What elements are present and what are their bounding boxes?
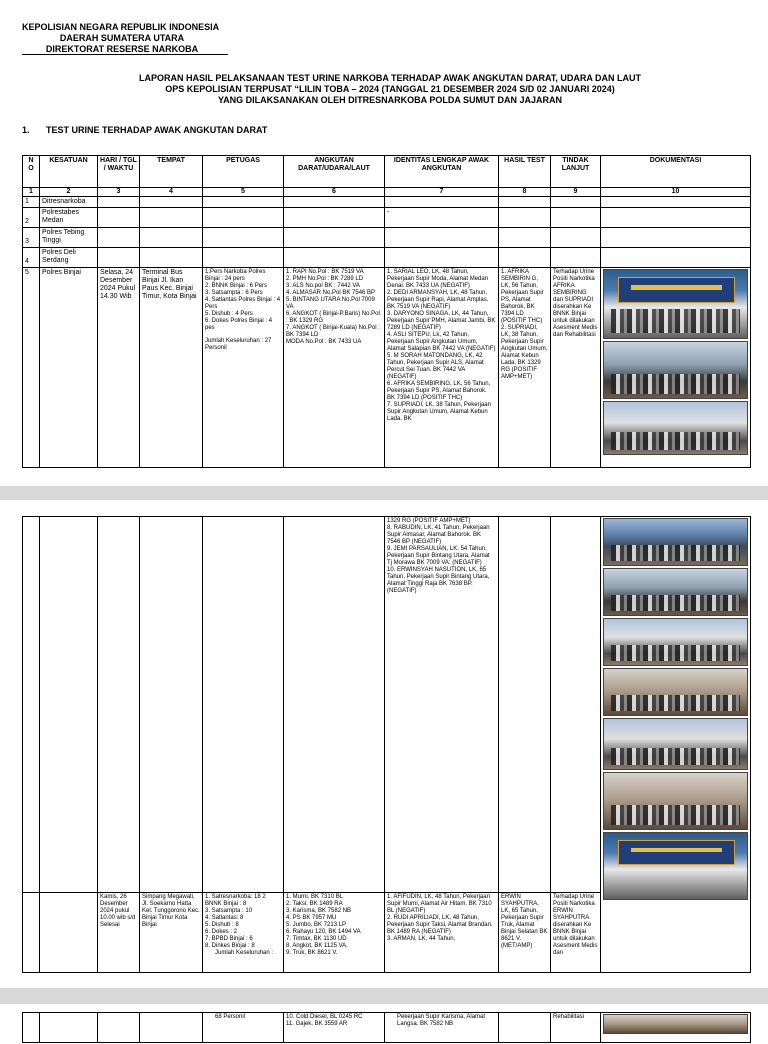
table-row [23, 268, 751, 468]
row-dokumentasi [601, 1013, 751, 1043]
angkutan-item: 7. ANGKOT ( Binjai-Kuala) No.Pol : BK 7394 LD [286, 325, 380, 338]
report-page-1 [0, 0, 768, 486]
row-waktu: Selasa, 24 Desember 2024 Pukul 14.30 Wib [98, 268, 140, 468]
row-angkutan [284, 268, 385, 468]
identitas-item: 6. AFRIKA SEMBIRING, LK, 56 Tahun, Pekerjaan Supir PS, Alamat Bahorok. BK 7394 LD (POSITIF THC) [387, 381, 491, 401]
row-tindak: Terhadap Urine Positi Narkotika AFRIKA SEMBIRING dan SUPRIADI diserahkan Ke BNNK Binjai untuk dilakukan Asesment Medis dan Rehabilitasi [551, 268, 601, 468]
row-kesatuan: Polres Deli Serdang [40, 248, 98, 268]
angkutan-item: 10. Cold Diesel, BL 0245 RC [286, 1014, 363, 1020]
col-number: 2 [40, 188, 98, 197]
col-number: 5 [203, 188, 284, 197]
petugas-item: 8. Dinkes Binjai : 8 [205, 943, 255, 949]
col-number: 10 [601, 188, 751, 197]
table-row [23, 197, 751, 208]
documentation-photo [603, 772, 748, 830]
hasil-item: 1. AFRIKA SEMBIRIN G, LK, 56 Tahun, Pekerjaan Supir PS, Alamat Bahorok. BK 7394 LD (POSITIF THC) [501, 269, 544, 324]
angkutan-item: 3. ALS No.pol BK : 7442 VA [286, 283, 360, 289]
row-tempat: Terminal Bus Binjai Jl. Ikan Paus Kec. Binjai Timur, Kota Binjai [140, 268, 203, 468]
col-number: 6 [284, 188, 385, 197]
petugas-item: 5. Dishub : 4 Pers [205, 311, 253, 317]
col-number: 8 [499, 188, 551, 197]
petugas-item: 4. Satlantas: 8 [205, 915, 244, 921]
angkutan-item: 2. PMH No.Pol : BK 7289 LD [286, 276, 364, 282]
row-kesatuan: Polres Tebing Tinggi [40, 228, 98, 248]
row-no: 2 [23, 208, 40, 228]
institution-line-3: DIREKTORAT RESERSE NARKOBA [45, 44, 199, 54]
row-tempat: Simpang Megawati, Jl. Soekarno Hatta Kel. Tunggorono Kec. Binjai Timur Kota Binjai [140, 893, 203, 973]
row-identitas [385, 893, 499, 973]
row-angkutan [284, 893, 385, 973]
identitas-item: 9. JEMI PARSAULIAN, LK, 54 Tahun, Pekerjaan Supir Bintang Utara, Alamat Tj Morawa BK 7009 VA: (NEGATIF) [387, 546, 490, 566]
petugas-item: 3. Satsampta : 6 Pers [205, 290, 263, 296]
identitas-item: 8. RABUDIN, LK, 41 Tahun, Pekerjaan Supir Almasar, Alamat Bahorok. BK 7546 BP (NEGATIF) [387, 525, 490, 545]
angkutan-item: 4. PS BK 7957 MU [286, 915, 337, 921]
table-row [23, 1013, 751, 1043]
angkutan-item: 6. Rahayu 120, BK 1494 VA [286, 929, 361, 935]
row-tindak: Terhadap Urine Positi Narkotika ERWIN SYAHPUTRA diserahkan Ke BNNK Binjai untuk dilakukan Asesment Medis dan [551, 893, 601, 973]
documentation-photo [603, 1014, 748, 1034]
identitas-item: 7. SUPRIADI, LK, 38 Tahun, Pekerjaan Supir Angkutan Umum, Alamat Kebun Lada. BK [387, 402, 491, 422]
header-underline [22, 54, 228, 55]
petugas-total: Jumlah Keseluruhan : 27 Personil [205, 338, 272, 351]
petugas-item: 4. Satlantas Polres Binjai : 4 Pers [205, 297, 281, 310]
column-number-row [23, 188, 751, 197]
row-petugas: 68 Personil [203, 1013, 284, 1043]
angkutan-item: MODA No.Pol : BK 7433 UA [286, 339, 362, 345]
row-no: 3 [23, 228, 40, 248]
row-no: 4 [23, 248, 40, 268]
col-header-hasil: HASIL TEST [499, 156, 551, 188]
angkutan-item: 3. Karisma, BK 7582 NB [286, 908, 352, 914]
table-row [23, 517, 751, 893]
petugas-total: Jumlah Keseluruhan : [215, 950, 274, 956]
col-header-angkutan: ANGKUTAN DARAT/UDARA/LAUT [284, 156, 385, 188]
row-angkutan [284, 1013, 385, 1043]
documentation-photo [603, 618, 748, 666]
angkutan-item: 2. Taksi, BK 1489 RA [286, 901, 343, 907]
angkutan-item: 5. Jumbo, BK 7213 LP [286, 922, 347, 928]
angkutan-item: 4. ALMASAR No.Pol BK 7546 BP [286, 290, 376, 296]
report-page-3 [0, 1004, 768, 1044]
col-number: 4 [140, 188, 203, 197]
col-header-no: N O [23, 156, 40, 188]
identitas-item: 2. RUDI APRILIADI, LK, 48 Tahun, Pekerjaan Supir Taksi, Alamat Brandan. BK 1489 RA (NEGATIF) [387, 915, 493, 935]
col-header-dokumentasi: DOKUMENTASI [601, 156, 751, 188]
row-dokumentasi [601, 517, 751, 973]
col-number: 7 [385, 188, 499, 197]
section-heading [22, 125, 267, 135]
table-row [23, 228, 751, 248]
angkutan-item: 11. Gajek, BK 3559 AR [286, 1021, 348, 1027]
documentation-photo [603, 401, 748, 455]
row-no: 1 [23, 197, 40, 208]
row-kesatuan: Polres Binjai [40, 268, 98, 468]
angkutan-item: 9. Truk, BK 8621 V. [286, 950, 338, 956]
hasil-item: 2. SUPRIADI, LK, 38 Tahun, Pekerjaan Supir Angkutan Umum, Alamat Kebun Lada. BK 1329 RG (POSITIF AMP+MET) [501, 325, 548, 380]
identitas-item: 1. AFIFUDIN, LK, 48 Tahun, Pekerjaan Supir Murni, Alamat Air Hitam. BK 7310 BL (NEGATIF) [387, 894, 492, 914]
section-title: TEST URINE TERHADAP AWAK ANGKUTAN DARAT [46, 125, 268, 135]
table-row [23, 248, 751, 268]
petugas-item: 6. Dokes : 2 [205, 929, 238, 935]
documentation-photo [603, 568, 748, 616]
report-table-continued [22, 516, 751, 973]
col-number: 3 [98, 188, 140, 197]
report-table [22, 155, 751, 468]
row-hasil [499, 268, 551, 468]
angkutan-item: 1. RAPI No.Pol : BK 7519 VA [286, 269, 364, 275]
identitas-item: 4. ASLI SITEPU, Lk, 42 Tahun, Pekerjaan Supir Angkutan Umum, Alamat Salapian BK 7442 VA (NEGATIF) [387, 332, 496, 352]
col-header-kesatuan: KESATUAN [40, 156, 98, 188]
table-row [23, 208, 751, 228]
col-header-waktu: HARI / TGL / WAKTU [98, 156, 140, 188]
angkutan-item: 6. ANGKOT ( Binjai-P.Baris) No.Pol : BK 1329 RG [286, 311, 380, 324]
identitas-item: 3. ARMAN, LK, 44 Tahun, [387, 936, 456, 942]
institution-line-1: KEPOLISIAN NEGARA REPUBLIK INDONESIA [22, 22, 220, 32]
row-kesatuan: Ditresnarkoba [40, 197, 98, 208]
row-hasil: ERWIN SYAHPUTRA, LK, 65 Tahun, Pekerjaan Supir Truk, Alamat Binjai Selatan BK 8621 V. (MET/AMP) [499, 893, 551, 973]
identitas-item: 1. SARIAL LEO, LK, 48 Tahun, Pekerjaan Supir Moda, Alamat Medan Denai. BK 7433 UA (NEGATIF) [387, 269, 489, 289]
row-petugas [203, 268, 284, 468]
angkutan-item: 7. Timtax, BK 1130 UD [286, 936, 347, 942]
institution-header [22, 22, 222, 55]
col-header-tindak: TINDAK LANJUT [551, 156, 601, 188]
row-waktu: Kamis, 26 Desember 2024 pukul 10.00 wib s/d Selesai [98, 893, 140, 973]
identitas-item: 1329 RG (POSITIF AMP+MET) [387, 518, 471, 524]
report-title-line-2: OPS KEPOLISIAN TERPUSAT “LILIN TOBA – 2024 (TANGGAL 21 DESEMBER 2024 S/D 02 JANUARI 2024) [165, 84, 615, 94]
petugas-item: 5. Dishub : 8 [205, 922, 239, 928]
col-number: 9 [551, 188, 601, 197]
petugas-item: 6. Dokes Polres Binjai : 4 pes [205, 318, 273, 331]
identitas-item: 2. DEDI ARMANSYAH, LK, 48 Tahun, Pekerjaan Supir Rapi, Alamat Amplas. BK 7519 VA (NEGATIF) [387, 290, 489, 310]
documentation-photo [603, 269, 748, 339]
petugas-item: 3. Satsampta : 10 [205, 908, 253, 914]
report-table-continued-2 [22, 1012, 751, 1043]
row-tindak: Rehabilitasi [551, 1013, 601, 1043]
angkutan-item: 1. Murni, BK 7310 BL [286, 894, 344, 900]
documentation-photo [603, 718, 748, 770]
report-title-line-3: YANG DILAKSANAKAN OLEH DITRESNARKOBA POLDA SUMUT DAN JAJARAN [217, 95, 562, 105]
institution-line-2: DAERAH SUMATERA UTARA [59, 33, 185, 43]
report-title [70, 73, 710, 106]
row-petugas [203, 893, 284, 973]
petugas-item: 2. BNNK Binjai : 6 Pers [205, 283, 268, 289]
row-identitas: Pekerjaan Supir Karisma, Alamat Langsa. BK 7582 NB [385, 1013, 499, 1043]
documentation-photo [603, 832, 748, 900]
col-header-tempat: TEMPAT [140, 156, 203, 188]
row-identitas [385, 517, 499, 893]
row-dokumentasi [601, 268, 751, 468]
section-number: 1. [22, 125, 30, 135]
report-page-2 [0, 500, 768, 988]
documentation-photo [603, 341, 748, 399]
identitas-item: 5. M SORAH MATONDANG, LK, 42 Tahun, Pekerjaan Supir ALS, Alamat Percut Sei Tuan. BK 7442 VA (NEGATIF) [387, 353, 484, 380]
col-header-identitas: IDENTITAS LENGKAP AWAK ANGKUTAN [385, 156, 499, 188]
col-number: 1 [23, 188, 40, 197]
angkutan-item: 5. BINTANG UTARA No.Pol 7009 VA [286, 297, 375, 310]
identitas-item: 3. DARYONO SINAGA, LK, 44 Tahun, Pekerjaan Supir PMH, Alamat Jambi. BK 7289 LD (NEGATIF) [387, 311, 496, 331]
petugas-item: 7. BPBD Binjai : 6 [205, 936, 253, 942]
angkutan-item: 8. Angkot, BK 1125 VA. [286, 943, 348, 949]
identitas-item: 10. ERWINSYAH NASUTION, LK, 65 Tahun, Pekerjaan Supir Bintang Utara, Alamat Tinggi Raja BK 7638 BP. (NEGATIF) [387, 567, 490, 594]
row-identitas [385, 268, 499, 468]
documentation-photo [603, 668, 748, 716]
report-title-line-1: LAPORAN HASIL PELAKSANAAN TEST URINE NARKOBA TERHADAP AWAK ANGKUTAN DARAT, UDARA DAN LAUT [139, 73, 641, 83]
table-header-row [23, 156, 751, 188]
documentation-photo [603, 518, 748, 566]
row-identitas: - [385, 208, 499, 228]
row-no: 5 [23, 268, 40, 468]
row-kesatuan: Polrestabes Medan [40, 208, 98, 228]
petugas-item: 1. Satresnarkoba: 18 2 BNNK Binjai : 8 [205, 894, 266, 907]
col-header-petugas: PETUGAS [203, 156, 284, 188]
petugas-item: 1.Pers Narkoba Polres Binjai : 24 pers [205, 269, 266, 282]
